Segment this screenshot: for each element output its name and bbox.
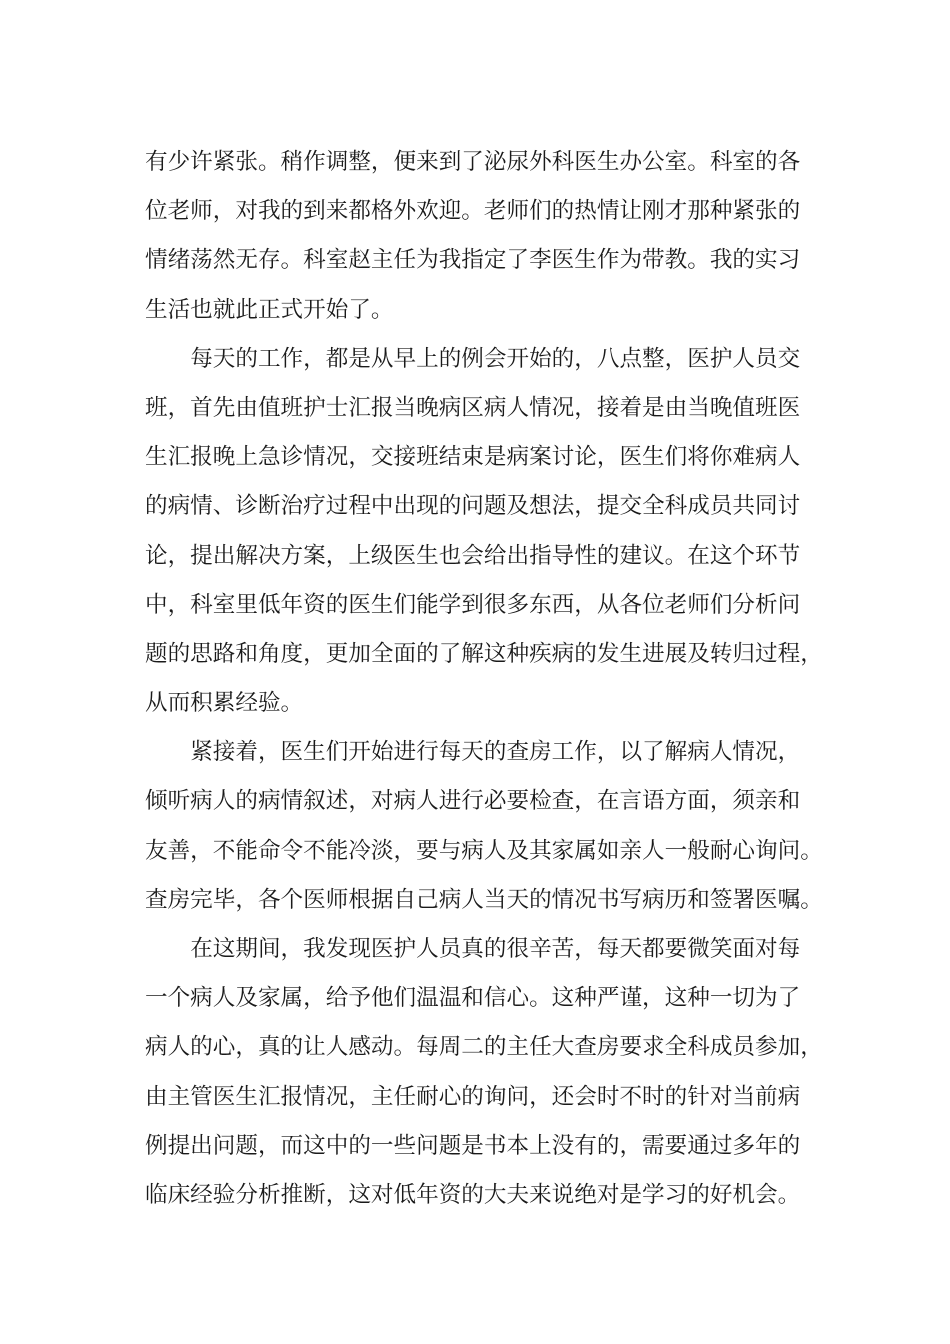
text-line-indented: 紧接着，医生们开始进行每天的查房工作，以了解病人情况，	[190, 739, 801, 766]
text-line: 生汇报晚上急诊情况，交接班结束是病案讨论，医生们将你难病人	[145, 444, 801, 471]
text-line: 生活也就此正式开始了。	[145, 296, 394, 323]
text-line-indented: 每天的工作，都是从早上的例会开始的，八点整，医护人员交	[190, 345, 801, 372]
text-line: 友善，不能命令不能冷淡，要与病人及其家属如亲人一般耐心询问。	[145, 837, 823, 864]
text-line: 班，首先由值班护士汇报当晚病区病人情况，接着是由当晚值班医	[145, 394, 801, 421]
text-line: 一个病人及家属，给予他们温温和信心。这种严谨，这种一切为了	[145, 985, 801, 1012]
text-line: 由主管医生汇报情况，主任耐心的询问，还会时不时的针对当前病	[145, 1083, 801, 1110]
text-line: 病人的心，真的让人感动。每周二的主任大查房要求全科成员参加，	[145, 1034, 823, 1061]
text-line-indented: 在这期间，我发现医护人员真的很辛苦，每天都要微笑面对每	[190, 936, 801, 962]
paragraph-3	[145, 728, 823, 925]
text-line: 例提出问题，而这中的一些问题是书本上没有的，需要通过多年的	[145, 1132, 801, 1159]
text-line: 位老师，对我的到来都格外欢迎。老师们的热情让刚才那种紧张的	[145, 198, 801, 225]
paragraph-1	[145, 138, 807, 335]
text-line: 情绪荡然无存。科室赵主任为我指定了李医生作为带教。我的实习	[145, 247, 801, 274]
text-line: 临床经验分析推断，这对低年资的大夫来说绝对是学习的好机会。	[145, 1181, 801, 1208]
text-line: 题的思路和角度，更加全面的了解这种疾病的发生进展及转归过程，	[145, 640, 823, 667]
text-line: 倾听病人的病情叙述，对病人进行必要检查，在言语方面，须亲和	[145, 788, 801, 815]
paragraph-2	[145, 335, 823, 729]
text-line: 查房完毕，各个医师根据自己病人当天的情况书写病历和签署医嘱。	[145, 886, 823, 913]
text-line: 中，科室里低年资的医生们能学到很多东西，从各位老师们分析问	[145, 591, 801, 618]
text-line: 从而积累经验。	[145, 690, 304, 717]
text-line: 的病情、诊断治疗过程中出现的问题及想法，提交全科成员共同讨	[145, 493, 801, 520]
text-line: 有少许紧张。稍作调整，便来到了泌尿外科医生办公室。科室的各	[145, 149, 801, 175]
document-body	[145, 138, 823, 1220]
paragraph-4	[145, 925, 823, 1220]
text-line: 论，提出解决方案，上级医生也会给出指导性的建议。在这个环节	[145, 542, 801, 569]
